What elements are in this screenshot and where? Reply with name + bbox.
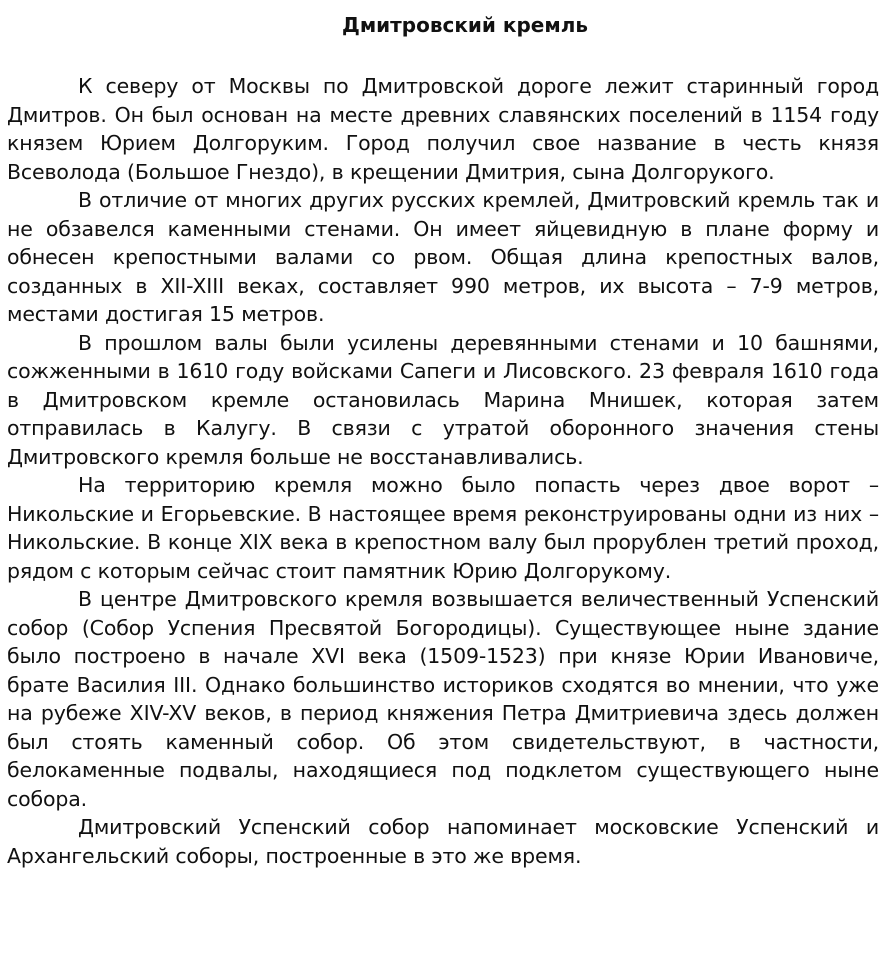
paragraph-1: К северу от Москвы по Дмитровской дороге лежит старинный город Дмитров. Он был основан на месте древних славянских поселений в 1154 году князем Юрием Долгоруким. Город получил свое название в честь князя Всеволода (Большое Гнездо), в крещении Дмитрия, сына Долгорукого. xyxy=(7,74,879,184)
document-title: Дмитровский кремль xyxy=(342,13,588,37)
paragraph-4: На территорию кремля можно было попасть через двое ворот – Никольские и Егорьевские. В настоящее время реконструированы одни из них – Никольские. В конце XIX века в крепостном валу был прорублен третий проход, рядом с которым сейчас стоит памятник Юрию Долгорукому. xyxy=(7,473,879,583)
paragraph-2: В отличие от многих других русских кремлей, Дмитровский кремль так и не обзавелся каменными стенами. Он имеет яйцевидную в плане форму и обнесен крепостными валами со рвом. Общая длина крепостных валов, созданных в XII-XIII веках, составляет 990 метров, их высота – 7-9 метров, местами достигая 15 метров. xyxy=(7,188,879,326)
paragraph-3: В прошлом валы были усилены деревянными стенами и 10 башнями, сожженными в 1610 году войсками Сапеги и Лисовского. 23 февраля 1610 года в Дмитровском кремле остановилась Марина Мнишек, которая затем отправилась в Калугу. В связи с утратой оборонного значения стены Дмитровского кремля больше не восстанавливались. xyxy=(7,330,879,469)
paragraph-6: Дмитровский Успенский собор напоминает московские Успенский и Архангельский соборы, построенные в это же время. xyxy=(7,815,879,868)
paragraph-5: В центре Дмитровского кремля возвышается величественный Успенский собор (Собор Успения Пресвятой Богородицы). Существующее ныне здание было построено в начале XVI века (1509-1523) при князе Юрии Ивановиче, брате Василия III. Однако большинство историков сходятся во мнении, что уже на рубеже XIV-XV веков, в период княжения Петра Дмитриевича здесь должен был стоять каменный собор. Об этом свидетельствуют, в частности, белокаменные подвалы, находящиеся под подклетом существующего ныне собора. xyxy=(7,587,879,811)
document-page xyxy=(7,10,879,870)
